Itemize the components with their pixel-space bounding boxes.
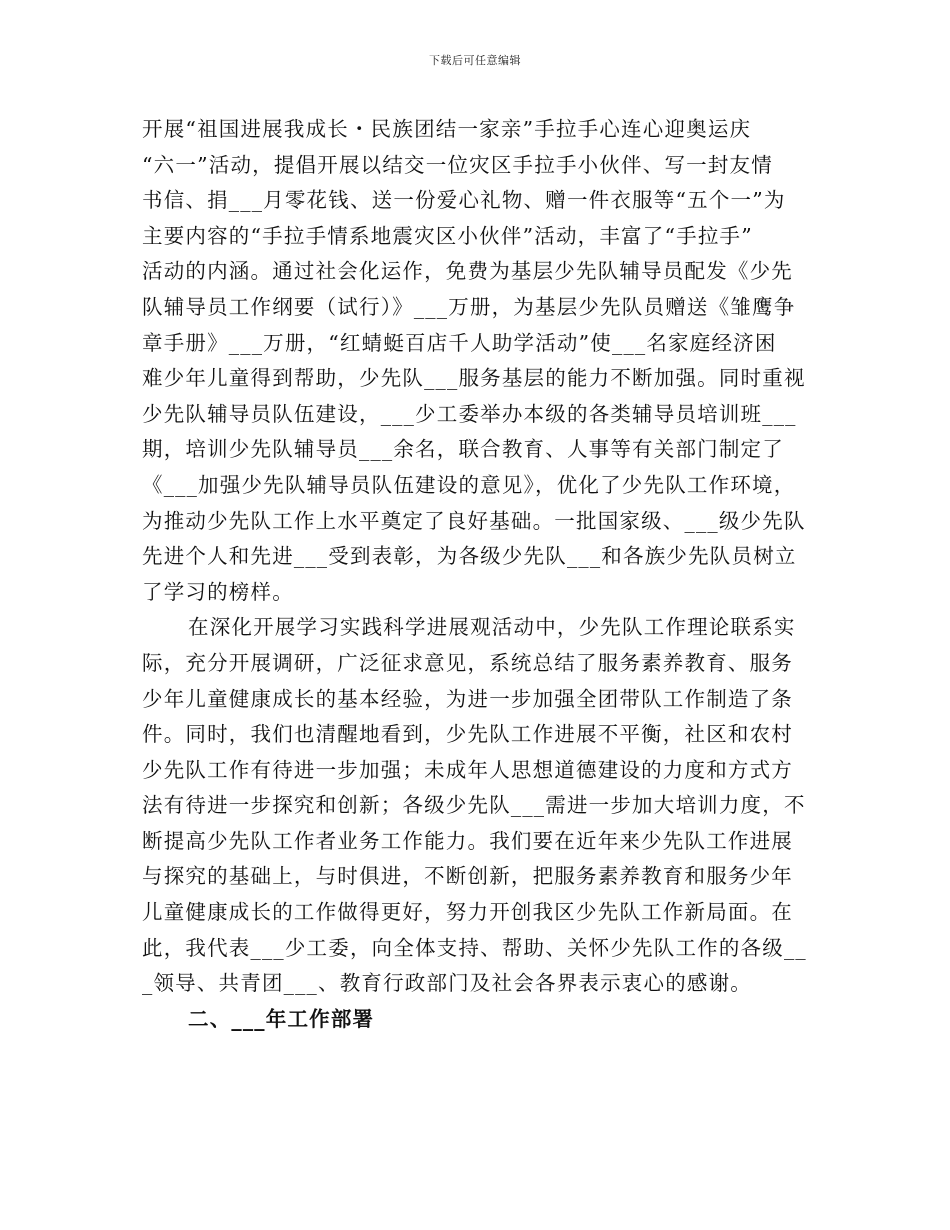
text-line: 件。同时，我们也清醒地看到，少先队工作进展不平衡，社区和农村 bbox=[142, 722, 793, 747]
text-line: 《___加强少先队辅导员队伍建设的意见》，优化了少先队工作环境， bbox=[142, 472, 796, 497]
text-line: 少年儿童健康成长的基本经验，为进一步加强全团带队工作制造了条 bbox=[142, 686, 793, 711]
page-header: 下载后可任意编辑 bbox=[429, 54, 521, 67]
text-line: 开展“祖国进展我成长・民族团结一家亲”手拉手心连心迎奥运庆 bbox=[142, 117, 752, 141]
text-line: 书信、捐___月零花钱、送一份爱心礼物、赠一件衣服等“五个一”为 bbox=[142, 188, 786, 213]
text-line: 法有待进一步探究和创新；各级少先队___需进一步加大培训力度，不 bbox=[142, 793, 806, 818]
paragraph-1 bbox=[142, 112, 812, 610]
text-line: 难少年儿童得到帮助，少先队___服务基层的能力不断加强。同时重视 bbox=[142, 366, 806, 391]
text-line: _领导、共青团___、教育行政部门及社会各界表示衷心的感谢。 bbox=[142, 971, 752, 996]
text-line: 在深化开展学习实践科学进展观活动中，少先队工作理论联系实 bbox=[188, 615, 796, 640]
text-line: 儿童健康成长的工作做得更好，努力开创我区少先队工作新局面。在 bbox=[142, 900, 793, 925]
text-line: 活动的内涵。通过社会化运作，免费为基层少先队辅导员配发《少先 bbox=[142, 259, 793, 284]
text-line: 期，培训少先队辅导员___余名，联合教育、人事等有关部门制定了 bbox=[142, 437, 784, 462]
text-line: 先进个人和先进___受到表彰，为各级少先队___和各族少先队员树立 bbox=[142, 544, 797, 569]
text-line: 与探究的基础上，与时俱进，不断创新，把服务素养教育和服务少年 bbox=[142, 864, 793, 889]
section-heading: 二、___年工作部署 bbox=[188, 1006, 375, 1031]
text-line: 断提高少先队工作者业务工作能力。我们要在近年来少先队工作进展 bbox=[142, 828, 793, 853]
text-line: 为推动少先队工作上水平奠定了良好基础。一批国家级、___级少先队 bbox=[142, 508, 806, 533]
paragraph-2 bbox=[142, 610, 812, 1002]
text-line: 队辅导员工作纲要（试行）》___万册，为基层少先队员赠送《雏鹰争 bbox=[142, 294, 796, 319]
text-line: 主要内容的“手拉手情系地震灾区小伙伴”活动，丰富了“手拉手” bbox=[142, 223, 753, 248]
text-line: 章手册》___万册，“红蜻蜓百店千人助学活动”使___名家庭经济困 bbox=[142, 330, 777, 355]
text-line: 少先队辅导员队伍建设，___少工委举办本级的各类辅导员培训班___ bbox=[142, 401, 797, 426]
text-line: 际，充分开展调研，广泛征求意见，系统总结了服务素养教育、服务 bbox=[142, 650, 793, 675]
text-line: 此，我代表___少工委，向全体支持、帮助、关怀少先队工作的各级__ bbox=[142, 935, 807, 960]
text-line: “六一”活动，提倡开展以结交一位灾区手拉手小伙伴、写一封友情 bbox=[142, 152, 773, 177]
document-body bbox=[142, 112, 812, 1037]
text-line: 少先队工作有待进一步加强；未成年人思想道德建设的力度和方式方 bbox=[142, 757, 793, 782]
text-line: 了学习的榜样。 bbox=[142, 579, 294, 604]
